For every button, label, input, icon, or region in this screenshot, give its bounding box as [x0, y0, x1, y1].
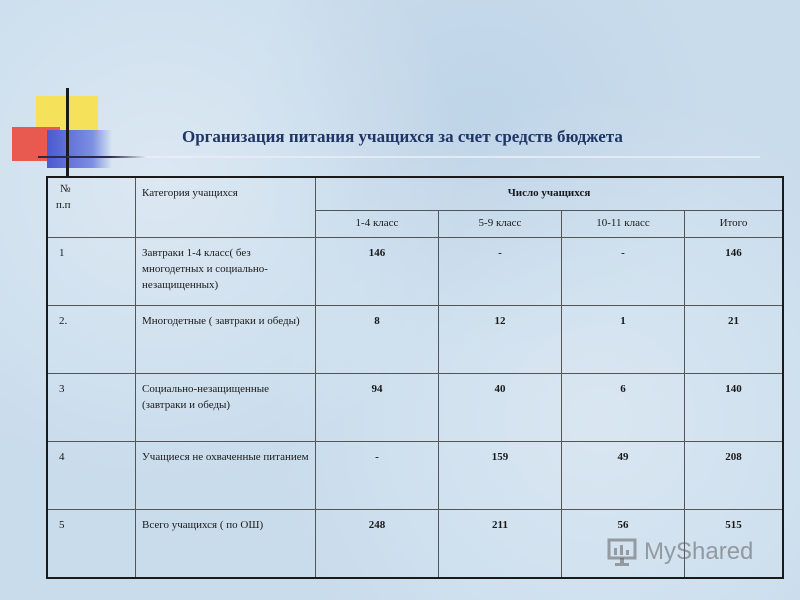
- cell-value: -: [562, 238, 685, 306]
- cell-value: 208: [685, 442, 784, 510]
- watermark-text: MyShared: [644, 538, 754, 565]
- decor-vertical-line: [66, 88, 69, 178]
- cell-value: 21: [685, 306, 784, 374]
- slide-title: Организация питания учащихся за счет средств бюджета: [182, 127, 623, 146]
- header-num-label: п.п: [56, 198, 71, 211]
- header-col-10-11: 10-11 класс: [562, 211, 685, 238]
- header-col-total: Итого: [685, 211, 784, 238]
- row-num: 3: [47, 374, 136, 442]
- header-num: [47, 177, 136, 238]
- cell-value: 211: [439, 510, 562, 579]
- cell-value: 6: [562, 374, 685, 442]
- cell-value: -: [316, 442, 439, 510]
- row-category: Всего учащихся ( по ОШ): [136, 510, 316, 579]
- cell-value: 140: [685, 374, 784, 442]
- row-num: 1: [47, 238, 136, 306]
- row-category: Учащиеся не охваченные питанием: [136, 442, 316, 510]
- cell-value: 49: [562, 442, 685, 510]
- cell-value: 248: [316, 510, 439, 579]
- decor-blue-square: [47, 130, 112, 168]
- header-col-1-4: 1-4 класс: [316, 211, 439, 238]
- header-category: Категория учащихся: [136, 177, 316, 238]
- watermark: [606, 537, 753, 567]
- table-header-row: [47, 177, 783, 211]
- cell-value: 56: [562, 510, 685, 579]
- row-category: Завтраки 1-4 класс( без многодетных и социально-незащищенных): [136, 238, 316, 306]
- cell-value: 146: [685, 238, 784, 306]
- row-category: Социально-незащищенные (завтраки и обеды): [136, 374, 316, 442]
- table-row: [47, 306, 783, 374]
- table-row: [47, 374, 783, 442]
- students-table: [46, 176, 784, 579]
- row-category: Многодетные ( завтраки и обеды): [136, 306, 316, 374]
- cell-value: -: [439, 238, 562, 306]
- cell-value: 146: [316, 238, 439, 306]
- table-row: [47, 442, 783, 510]
- header-col-5-9: 5-9 класс: [439, 211, 562, 238]
- cell-value: 94: [316, 374, 439, 442]
- cell-value: 515: [685, 510, 784, 579]
- row-num: 5: [47, 510, 136, 579]
- header-num-symbol: №: [60, 183, 71, 195]
- cell-value: 159: [439, 442, 562, 510]
- row-num: 2.: [47, 306, 136, 374]
- cell-value: 12: [439, 306, 562, 374]
- header-students: Число учащихся: [316, 177, 784, 211]
- table-row: [47, 238, 783, 306]
- cell-value: 40: [439, 374, 562, 442]
- cell-value: 1: [562, 306, 685, 374]
- row-num: 4: [47, 442, 136, 510]
- presentation-icon: [606, 537, 638, 567]
- decor-horizontal-line: [38, 156, 760, 158]
- cell-value: 8: [316, 306, 439, 374]
